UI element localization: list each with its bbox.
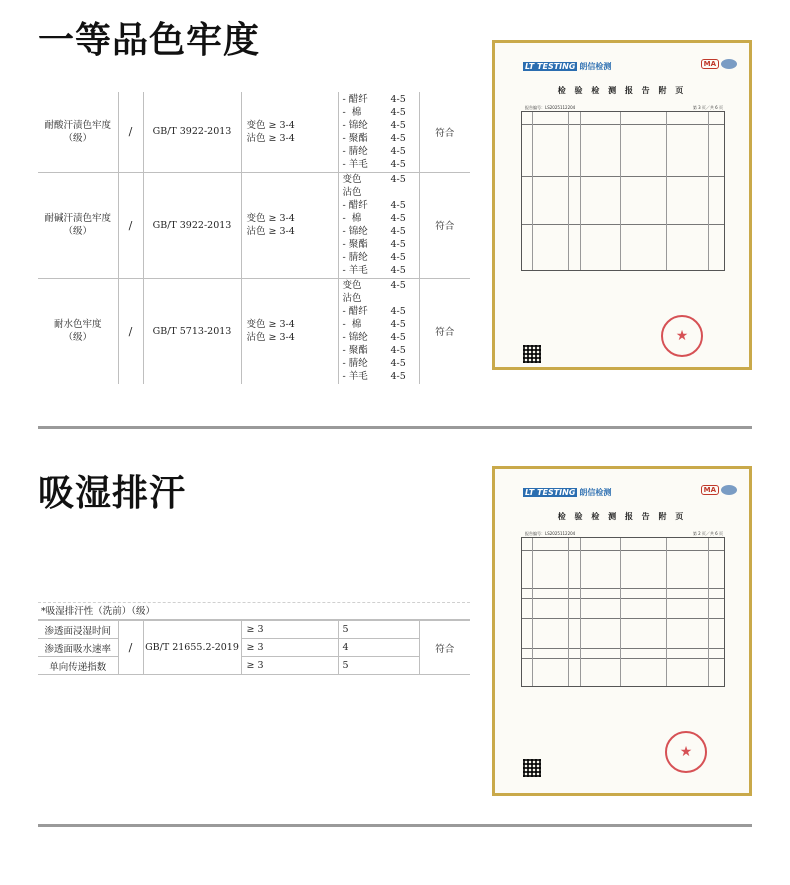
- fiber-name: - 腈纶: [342, 145, 368, 157]
- test-results: [338, 278, 419, 384]
- grade-value: 4-5: [390, 332, 406, 344]
- fiber-name: 沾色: [342, 293, 362, 305]
- table-row: [38, 639, 470, 657]
- requirement: ≥ 3: [241, 621, 338, 639]
- fiber-name: 变色: [342, 280, 362, 292]
- result-line: [343, 357, 419, 370]
- result-line: [343, 279, 419, 292]
- result-line: [343, 251, 419, 264]
- section-title-colorfastness: 一等品色牢度: [38, 20, 261, 61]
- fiber-name: - 棉: [342, 213, 362, 224]
- official-seal: [665, 731, 707, 773]
- fiber-name: - 棉: [342, 106, 362, 118]
- lab-logo: LT TESTING 朗信检测: [525, 62, 612, 71]
- result-line: [343, 238, 419, 251]
- requirement: 变色 ≥ 3-4 沾色 ≥ 3-4: [241, 278, 338, 384]
- report-table: [521, 537, 725, 687]
- grade-value: 4-5: [390, 252, 406, 263]
- test-report-image-wicking: [492, 466, 752, 796]
- test-item: 耐碱汗渍色牢度 （级）: [38, 172, 118, 278]
- fiber-name: - 棉: [342, 319, 362, 331]
- report-number: 报告编号：LS2025112204: [525, 105, 576, 110]
- fiber-name: - 醋纤: [342, 93, 368, 105]
- verdict: 符合: [419, 92, 470, 172]
- wicking-table-header: *吸湿排汗性（洗前）（级）: [38, 602, 470, 620]
- section-title-wicking: 吸湿排汗: [38, 473, 187, 514]
- fiber-name: - 腈纶: [342, 358, 368, 370]
- fiber-name: - 聚酯: [342, 132, 368, 144]
- fiber-name: - 羊毛: [342, 158, 368, 170]
- test-results: [338, 92, 419, 172]
- dash-cell: /: [118, 278, 143, 384]
- test-item: 单向传递指数: [38, 657, 118, 675]
- report-number: 报告编号：LS2025112204: [525, 531, 576, 536]
- test-item: 渗透面吸水速率: [38, 639, 118, 657]
- qr-code: [523, 345, 541, 363]
- result-line: [343, 186, 419, 199]
- test-item: 渗透面浸湿时间: [38, 621, 118, 639]
- section-divider: [38, 824, 752, 827]
- fiber-name: - 羊毛: [342, 371, 368, 383]
- result-line: [343, 318, 419, 331]
- report-title: 检 验 检 测 报 告 附 页: [557, 86, 687, 95]
- grade-value: 4-5: [390, 119, 406, 131]
- grade-value: 4-5: [390, 371, 406, 383]
- wicking-table: [38, 602, 470, 675]
- fiber-name: 变色: [342, 174, 362, 185]
- test-standard: GB/T 5713-2013: [143, 278, 241, 384]
- qr-code: [523, 759, 541, 777]
- report-title: 检 验 检 测 报 告 附 页: [557, 512, 687, 521]
- fiber-name: - 羊毛: [342, 265, 368, 276]
- grade-value: [391, 186, 415, 199]
- result-line: [343, 132, 419, 145]
- test-standard: GB/T 3922-2013: [143, 172, 241, 278]
- grade-value: 4-5: [390, 93, 406, 105]
- grade-value: 4-5: [390, 174, 406, 185]
- grade-value: 4-5: [390, 213, 406, 224]
- report-page: [495, 469, 749, 793]
- grade-value: [391, 292, 415, 305]
- result-line: [343, 106, 419, 119]
- fiber-name: 沾色: [342, 187, 362, 198]
- accreditation-logo: [721, 485, 737, 495]
- grade-value: 4-5: [390, 265, 406, 276]
- cma-mark: MA: [701, 59, 719, 69]
- test-item: 耐水色牢度 （级）: [38, 278, 118, 384]
- result-line: [343, 292, 419, 305]
- fiber-name: - 腈纶: [342, 252, 368, 263]
- table-row: [38, 278, 470, 384]
- dash-cell: /: [118, 92, 143, 172]
- grade-value: 4-5: [390, 106, 406, 118]
- requirement: 变色 ≥ 3-4 沾色 ≥ 3-4: [241, 92, 338, 172]
- grade-value: 4-5: [390, 306, 406, 318]
- lab-logo: LT TESTING 朗信检测: [525, 488, 612, 497]
- table-row: [38, 172, 470, 278]
- verdict: 符合: [419, 621, 470, 675]
- accreditation-logo: [721, 59, 737, 69]
- result-line: [343, 212, 419, 225]
- official-seal: [661, 315, 703, 357]
- test-report-image-colorfastness: [492, 40, 752, 370]
- verdict: 符合: [419, 172, 470, 278]
- test-item: 耐酸汗渍色牢度 （级）: [38, 92, 118, 172]
- fiber-name: - 聚酯: [342, 239, 368, 250]
- grade-value: 4-5: [390, 319, 406, 331]
- requirement: 变色 ≥ 3-4 沾色 ≥ 3-4: [241, 172, 338, 278]
- grade-value: 4-5: [390, 226, 406, 237]
- dash-cell: /: [118, 621, 143, 675]
- grade-value: 4-5: [390, 132, 406, 144]
- colorfastness-table: [38, 92, 470, 384]
- grade-value: 4-5: [390, 358, 406, 370]
- fiber-name: - 聚酯: [342, 345, 368, 357]
- result-line: [343, 370, 419, 383]
- report-page-number: 第 3 页／共 6 页: [692, 105, 723, 110]
- grade-value: 5: [338, 657, 419, 675]
- fiber-name: - 锦纶: [342, 119, 368, 131]
- verdict: 符合: [419, 278, 470, 384]
- fiber-name: - 醋纤: [342, 200, 368, 211]
- grade-value: 4-5: [390, 280, 406, 292]
- result-line: [343, 331, 419, 344]
- requirement: ≥ 3: [241, 657, 338, 675]
- cma-mark: MA: [701, 485, 719, 495]
- result-line: [343, 225, 419, 238]
- test-standard: GB/T 21655.2-2019: [143, 621, 241, 675]
- table-row: [38, 92, 470, 172]
- result-line: [343, 158, 419, 171]
- fiber-name: - 锦纶: [342, 226, 368, 237]
- result-line: [343, 145, 419, 158]
- grade-value: 4-5: [390, 239, 406, 250]
- report-page-number: 第 2 页／共 6 页: [692, 531, 723, 536]
- grade-value: 4: [338, 639, 419, 657]
- result-line: [343, 93, 419, 106]
- result-line: [343, 173, 419, 186]
- result-line: [343, 199, 419, 212]
- grade-value: 4-5: [390, 200, 406, 211]
- fiber-name: - 锦纶: [342, 332, 368, 344]
- test-standard: GB/T 3922-2013: [143, 92, 241, 172]
- result-line: [343, 305, 419, 318]
- table-row: [38, 657, 470, 675]
- dash-cell: /: [118, 172, 143, 278]
- requirement: ≥ 3: [241, 639, 338, 657]
- result-line: [343, 119, 419, 132]
- fiber-name: - 醋纤: [342, 306, 368, 318]
- grade-value: 4-5: [390, 145, 406, 157]
- result-line: [343, 344, 419, 357]
- test-results: [338, 172, 419, 278]
- report-table: [521, 111, 725, 271]
- report-page: [495, 43, 749, 367]
- grade-value: 4-5: [390, 345, 406, 357]
- section-divider: [38, 426, 752, 429]
- table-row: [38, 621, 470, 639]
- result-line: [343, 264, 419, 277]
- grade-value: 4-5: [390, 158, 406, 170]
- grade-value: 5: [338, 621, 419, 639]
